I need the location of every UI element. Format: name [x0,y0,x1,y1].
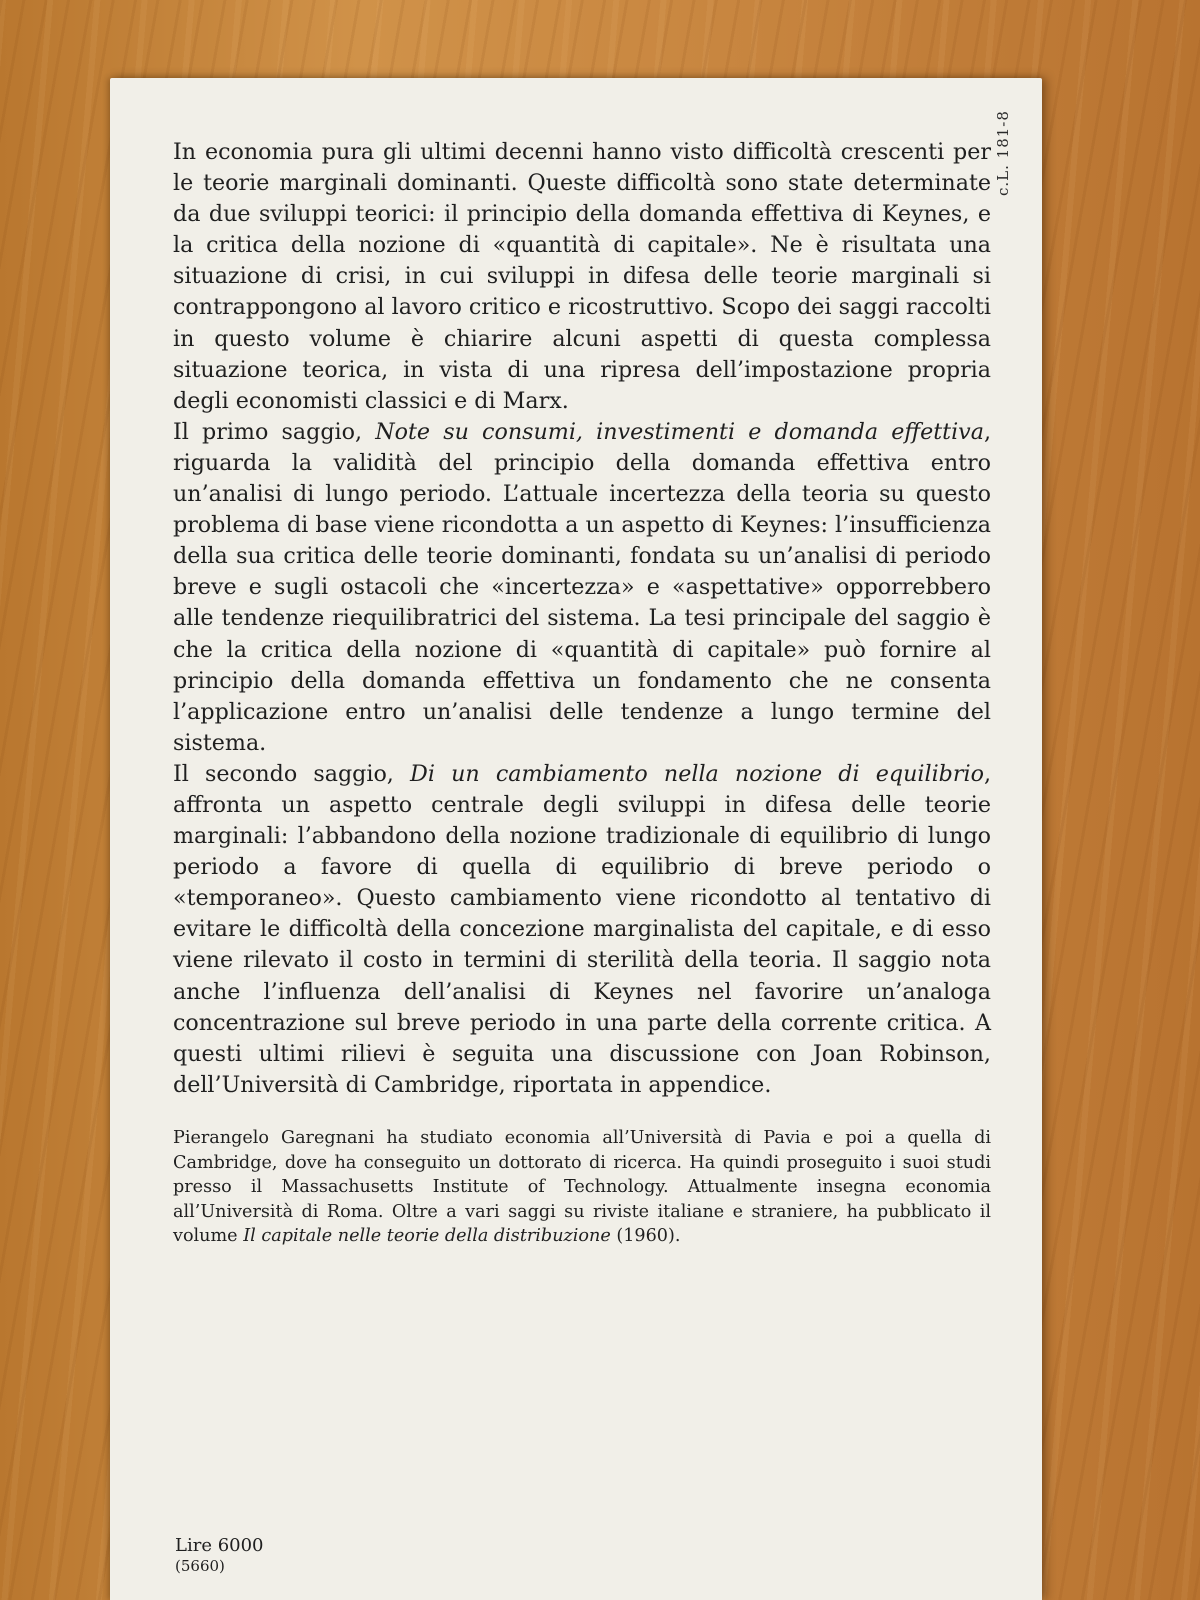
first-essay-title: Note su consumi, investimenti e domanda effettiva [375,418,984,445]
author-bio: Pierangelo Garegnani ha studiato economia all’Università di Pavia e poi a quella di Cambridge, dove ha conseguito un dottorato di ricerca. Ha quindi proseguito i suoi studi presso il Massachusetts Institute of Technology. Attualmente insegna economia all’Università di Roma. Oltre a vari saggi su riviste italiane e straniere, ha pubblicato il volume Il capitale nelle teorie della distribuzione (1960). [173,1128,991,1247]
second-essay-paragraph: Il secondo saggio, Di un cambiamento nella nozione di equilibrio, affronta un aspetto centrale degli sviluppi in difesa delle teorie marginali: l’abbandono della nozione tradizionale di equilibrio di lungo periodo a favore di quella di equilibrio di breve periodo o «temporaneo». Questo cambiamento viene ricondotto al tentativo di evitare le difficoltà della concezione marginalista del capitale, e di esso viene rilevato il costo in termini di sterilità della teoria. Il saggio nota anche l’influenza dell’analisi di Keynes nel favorire un’analoga concentrazione sul breve periodo in una parte della corrente critica. A questi ultimi rilievi è seguita una discussione con Joan Robinson, dell’Università di Cambridge, riportata in appendice. [173,760,992,1098]
price-block [175,1535,264,1575]
blurb-text [173,137,991,1101]
second-essay-title: Di un cambiamento nella nozione di equilibrio [410,760,984,787]
first-essay-paragraph: Il primo saggio, Note su consumi, investimenti e domanda effettiva, riguarda la validità del principio della domanda effettiva entro un’analisi di lungo periodo. L’attuale incertezza della teoria su questo problema di base viene ricondotta a un aspetto di Keynes: l’insufficienza della sua critica delle teorie dominanti, fondata su un’analisi di periodo breve e sugli ostacoli che «incertezza» e «aspettative» opporrebbero alle tendenze riequilibratrici del sistema. La tesi principale del saggio è che la critica della nozione di «quantità di capitale» può fornire al principio della domanda effettiva un fondamento che ne consenta l’applicazione entro un’analisi delle tendenze a lungo termine del sistema. [173,418,991,756]
intro-paragraph: In economia pura gli ultimi decenni hanno visto difficoltà crescenti per le teorie marginali dominanti. Queste difficoltà sono state determinate da due sviluppi teorici: il principio della domanda effettiva di Keynes, e la critica della nozione di «quantità di capitale». Ne è risultata una situazione di crisi, in cui sviluppi in difesa delle teorie marginali si contrappongono al lavoro critico e ricostruttivo. Scopo dei saggi raccolti in questo volume è chiarire alcuni aspetti di questa complessa situazione teorica, in vista di una ripresa dell’impostazione propria degli economisti classici e di Marx. [173,139,991,414]
price-label: Lire 6000 [175,1535,264,1556]
author-book-title: Il capitale nelle teorie della distribuzione [243,1226,611,1247]
catalog-code: c.L. 181-8 [994,110,1012,196]
price-code: (5660) [175,1557,225,1575]
